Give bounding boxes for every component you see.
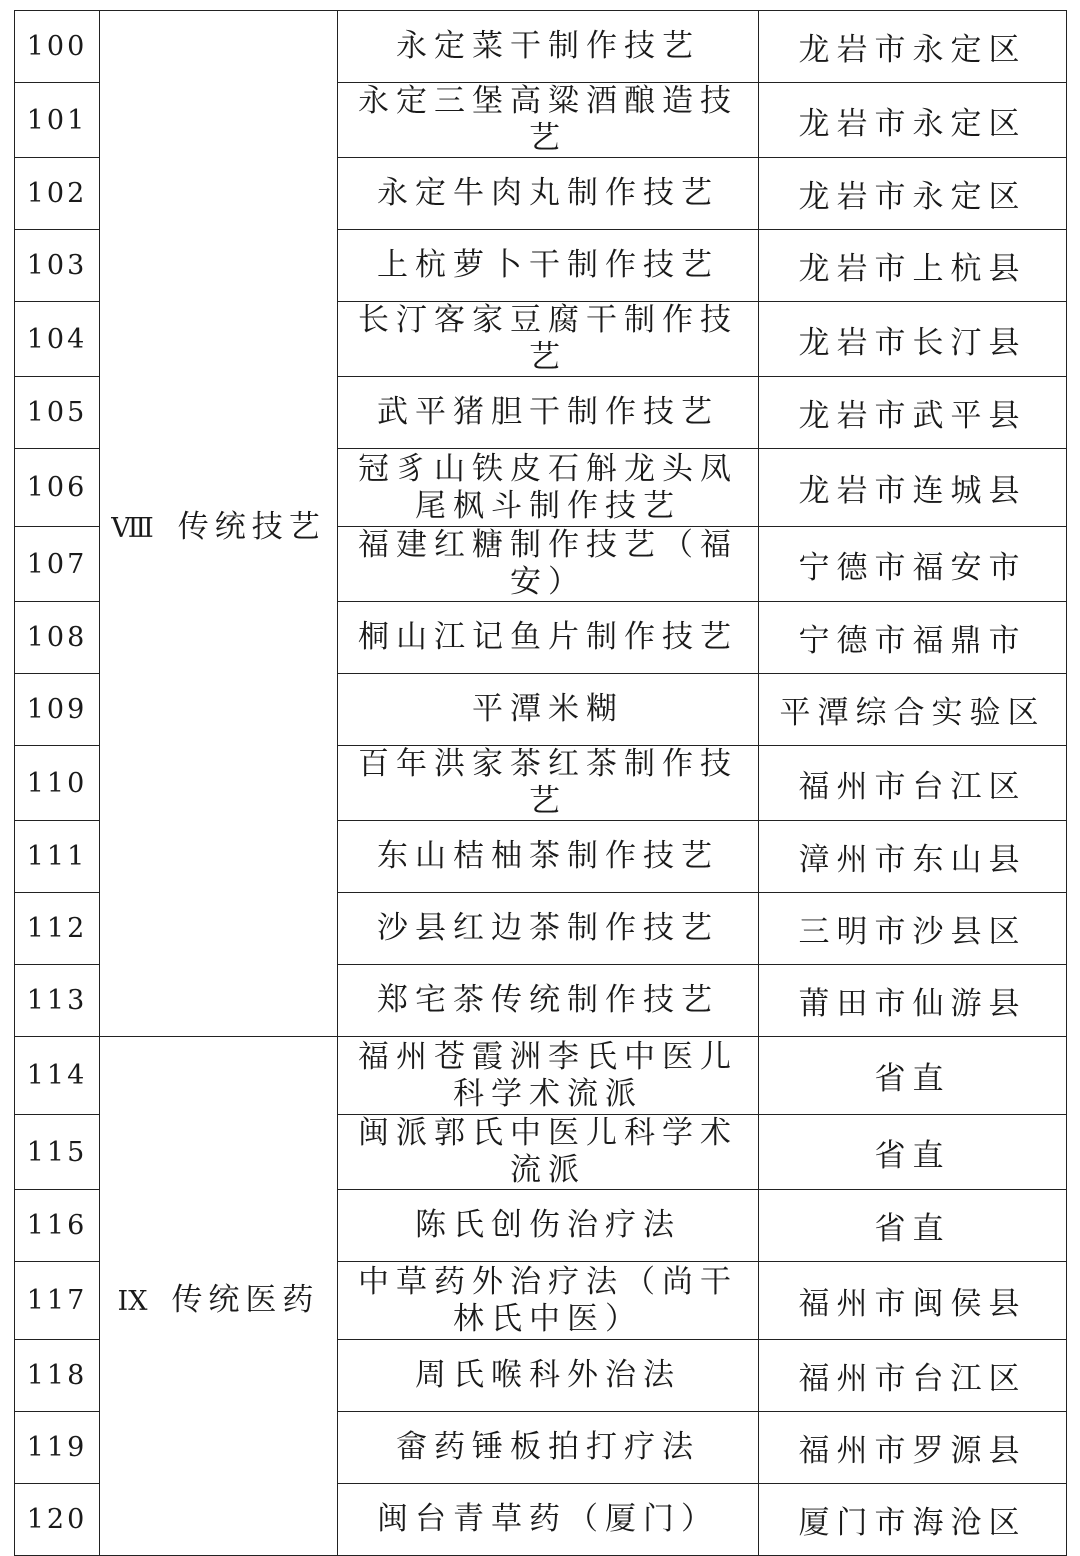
item-number: 110 [15, 746, 100, 821]
item-name: 平潭米糊 [338, 674, 759, 746]
item-name: 武平猪胆干制作技艺 [338, 377, 759, 449]
item-name: 永定牛肉丸制作技艺 [338, 158, 759, 230]
item-number: 101 [15, 83, 100, 158]
item-number: 106 [15, 449, 100, 527]
item-location: 宁德市福鼎市 [759, 602, 1067, 674]
item-number: 118 [15, 1340, 100, 1412]
category-cell [100, 11, 338, 1037]
item-location: 龙岩市长汀县 [759, 302, 1067, 377]
item-name: 长汀客家豆腐干制作技艺 [338, 302, 759, 377]
item-number: 117 [15, 1262, 100, 1340]
item-number: 109 [15, 674, 100, 746]
item-number: 105 [15, 377, 100, 449]
item-name: 东山桔柚茶制作技艺 [338, 821, 759, 893]
item-name: 百年洪家茶红茶制作技艺 [338, 746, 759, 821]
item-name: 永定菜干制作技艺 [338, 11, 759, 83]
item-number: 104 [15, 302, 100, 377]
category-cell [100, 1037, 338, 1556]
table-row [15, 11, 1067, 83]
item-location: 龙岩市武平县 [759, 377, 1067, 449]
heritage-list-table [14, 10, 1067, 1556]
item-location: 省直 [759, 1115, 1067, 1190]
item-number: 107 [15, 527, 100, 602]
table-row [15, 1037, 1067, 1115]
item-name: 畲药锤板拍打疗法 [338, 1412, 759, 1484]
category-label: 传统医药 [171, 1281, 320, 1318]
item-name: 郑宅茶传统制作技艺 [338, 965, 759, 1037]
item-location: 龙岩市连城县 [759, 449, 1067, 527]
item-number: 120 [15, 1484, 100, 1556]
item-name: 中草药外治疗法（尚干林氏中医） [338, 1262, 759, 1340]
item-location: 福州市台江区 [759, 746, 1067, 821]
item-location: 福州市闽侯县 [759, 1262, 1067, 1340]
item-name: 闽派郭氏中医儿科学术流派 [338, 1115, 759, 1190]
item-number: 116 [15, 1190, 100, 1262]
item-location: 福州市台江区 [759, 1340, 1067, 1412]
item-name: 上杭萝卜干制作技艺 [338, 230, 759, 302]
item-name: 陈氏创伤治疗法 [338, 1190, 759, 1262]
category-numeral: IX [117, 1285, 148, 1317]
item-name: 福州苍霞洲李氏中医儿科学术流派 [338, 1037, 759, 1115]
item-location: 龙岩市永定区 [759, 11, 1067, 83]
item-number: 102 [15, 158, 100, 230]
item-number: 119 [15, 1412, 100, 1484]
item-number: 113 [15, 965, 100, 1037]
item-number: 114 [15, 1037, 100, 1115]
category-numeral: Ⅷ [111, 513, 154, 544]
item-location: 省直 [759, 1190, 1067, 1262]
item-location: 漳州市东山县 [759, 821, 1067, 893]
item-location: 龙岩市永定区 [759, 83, 1067, 158]
item-location: 莆田市仙游县 [759, 965, 1067, 1037]
item-location: 平潭综合实验区 [759, 674, 1067, 746]
item-name: 桐山江记鱼片制作技艺 [338, 602, 759, 674]
item-number: 115 [15, 1115, 100, 1190]
item-location: 厦门市海沧区 [759, 1484, 1067, 1556]
item-location: 龙岩市永定区 [759, 158, 1067, 230]
item-name: 闽台青草药（厦门） [338, 1484, 759, 1556]
item-number: 112 [15, 893, 100, 965]
category-label: 传统技艺 [177, 509, 326, 545]
item-name: 永定三堡高粱酒酿造技艺 [338, 83, 759, 158]
item-name: 冠豸山铁皮石斛龙头凤尾枫斗制作技艺 [338, 449, 759, 527]
item-location: 福州市罗源县 [759, 1412, 1067, 1484]
item-location: 三明市沙县区 [759, 893, 1067, 965]
item-location: 省直 [759, 1037, 1067, 1115]
item-location: 龙岩市上杭县 [759, 230, 1067, 302]
item-name: 沙县红边茶制作技艺 [338, 893, 759, 965]
item-number: 108 [15, 602, 100, 674]
item-number: 111 [15, 821, 100, 893]
item-number: 103 [15, 230, 100, 302]
item-name: 福建红糖制作技艺（福安） [338, 527, 759, 602]
item-name: 周氏喉科外治法 [338, 1340, 759, 1412]
item-number: 100 [15, 11, 100, 83]
item-location: 宁德市福安市 [759, 527, 1067, 602]
